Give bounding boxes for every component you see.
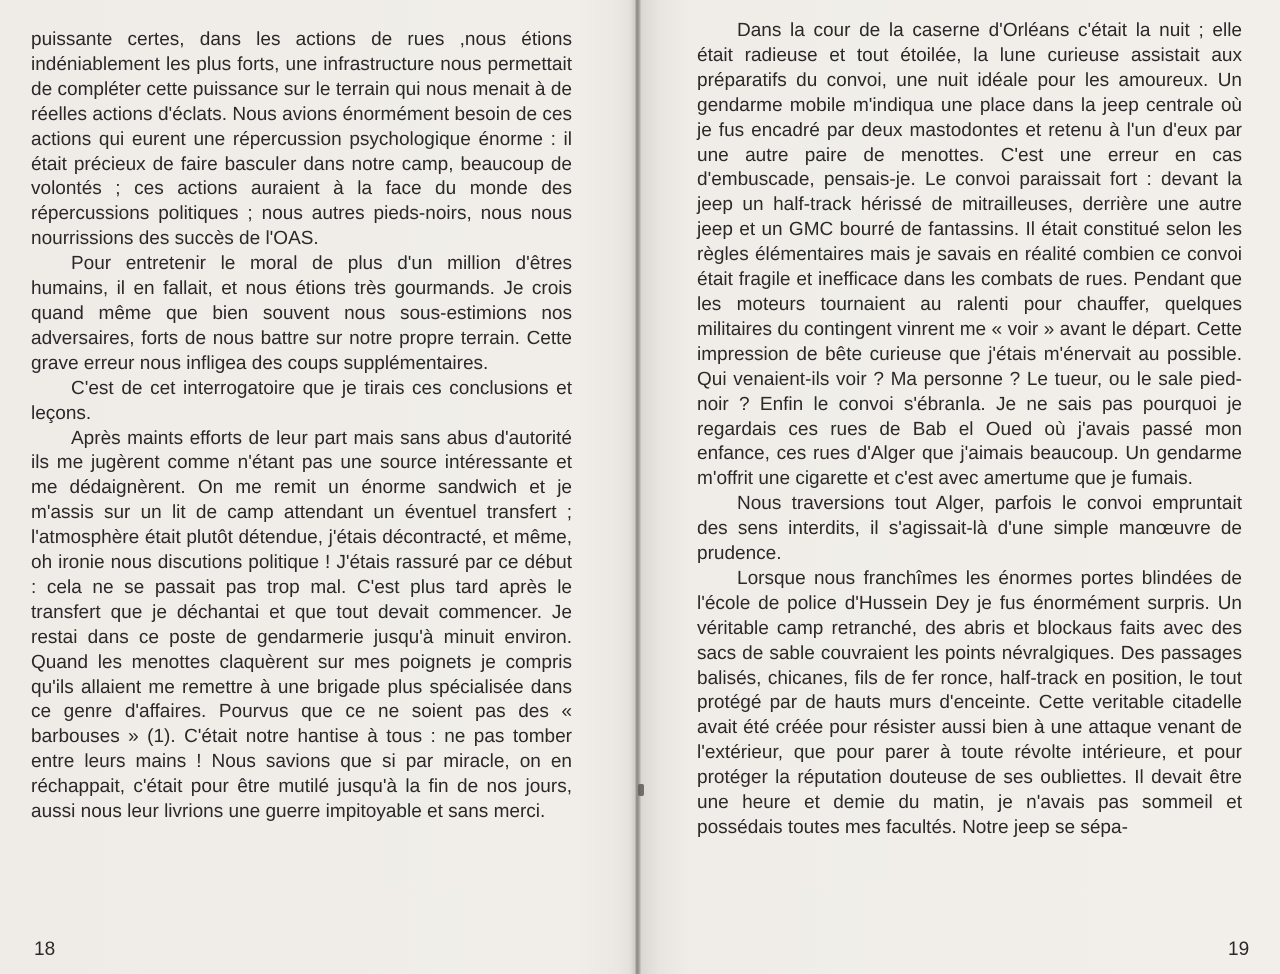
right-paragraph-3: Lorsque nous franchîmes les énormes portes blindées de l'école de police d'Hussein Dey je fus énormément surpris. Un véritable camp retranché, des abris et blockaus faits avec des sacs de sable couvraient les points névralgiques. Des passages balisés, chicanes, fils de fer ronce, half-track en position, le tout protégé par de hauts murs d'enceinte. Cette veritable citadelle avait été créée pour résister aussi bien à une attaque venant de l'extérieur, que pour parer à toute révolte intérieure, et pour protéger la réputation douteuse de ses oubliettes. Il devait être une heure et demie du matin, je n'avais pas sommeil et possédais toutes mes facultés. Notre jeep se sépa- [697, 567, 1242, 838]
right-page-text [697, 19, 1242, 841]
left-page [0, 0, 628, 974]
left-page-text [31, 28, 572, 825]
left-paragraph-1: puissante certes, dans les actions de rues ,nous étions indéniablement les plus forts, une infrastructure nous permettait de compléter cette puissance sur le terrain qui nous menait à de réelles actions d'éclats. Nous avions énormément besoin de ces actions qui eurent une répercussion psychologique énorme : il était précieux de faire basculer dans notre camp, beaucoup de volontés ; ces actions auraient à la face du monde des répercussions politiques ; nous autres pieds-noirs, nous nous nourrissions des succès de l'OAS. [31, 29, 572, 250]
left-page-number: 18 [34, 939, 56, 960]
right-page [650, 0, 1280, 974]
left-paragraph-3: C'est de cet interrogatoire que je tirais ces conclusions et leçons. [31, 377, 572, 424]
left-paragraph-2: Pour entretenir le moral de plus d'un million d'êtres humains, il en fallait, et nous étions très gourmands. Je crois quand même que bien souvent nous sous-estimions nos adversaires, forts de nous battre sur notre propre terrain. Cette grave erreur nous infligea des coups supplémentaires. [31, 253, 572, 374]
gutter-ink-mark [638, 784, 644, 796]
left-paragraph-4: Après maints efforts de leur part mais sans abus d'autorité ils me jugèrent comme n'étant pas une source intéressante et me dédaignèrent. On me remit un énorme sandwich et je m'assis sur un lit de camp attendant un éventuel transfert ; l'atmosphère était plutôt détendue, j'étais décontracté, et même, oh ironie nous discutions politique ! J'étais rassuré par ce début : cela ne se passait pas trop mal. C'est plus tard après le transfert que je déchantai et que tout devait commencer. Je restai dans ce poste de gendarmerie jusqu'à minuit environ. Quand les menottes claquèrent sur mes poignets je compris qu'ils allaient me remettre à une brigade plus spécialisée dans ce genre d'affaires. Pourvus que ce ne soient pas des « barbouses » (1). C'était notre hantise à tous : ne pas tomber entre leurs mains ! Nous savions que si par miracle, on en réchappait, c'était pour être mutilé jusqu'à la fin de nos jours, aussi nous leur livrions une guerre impitoyable et sans merci. [31, 427, 572, 823]
right-paragraph-2: Nous traversions tout Alger, parfois le convoi empruntait des sens interdits, il s'agissait-là d'une simple manœuvre de prudence. [697, 493, 1242, 565]
right-paragraph-1: Dans la cour de la caserne d'Orléans c'était la nuit ; elle était radieuse et tout étoilée, la lune curieuse assistait aux préparatifs du convoi, une nuit idéale pour les amoureux. Un gendarme mobile m'indiqua une place dans la jeep centrale où je fus encadré par deux mastodontes et retenu à l'un d'eux par une autre paire de menottes. C'est une erreur en cas d'embuscade, pensais-je. Le convoi paraissait fort : devant la jeep un half-track hérissé de mitrailleuses, derrière une autre jeep et un GMC bourré de fantassins. Il était constitué selon les règles élémentaires mais je savais en réalité combien ce convoi était fragile et inefficace dans les combats de rues. Pendant que les moteurs tournaient au ralenti pour chauffer, quelques militaires du contingent vinrent me « voir » avant le départ. Cette impression de bête curieuse que j'étais m'énervait au possible. Qui venaient-ils voir ? Ma personne ? Le tueur, ou le sale pied-noir ? Enfin le convoi s'ébranla. Je ne sais pas pourquoi je regardais ces rues de Bab el Oued où j'avais passé mon enfance, ces rues d'Alger que j'aimais beaucoup. Un gendarme m'offrit une cigarette et c'est avec amertume que je fumais. [697, 20, 1242, 490]
right-page-number: 19 [1228, 939, 1250, 960]
